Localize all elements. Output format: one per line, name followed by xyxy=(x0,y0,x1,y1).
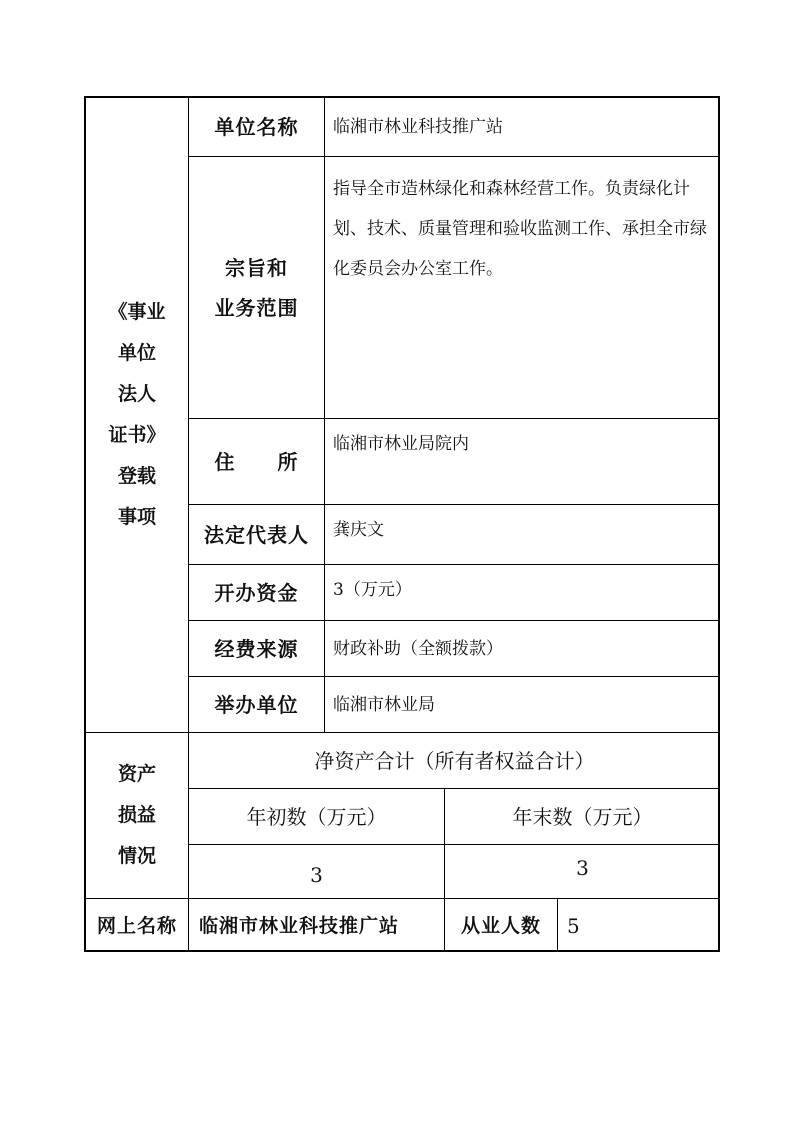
start-value: 3 xyxy=(310,862,323,887)
label-funding: 经费来源 xyxy=(214,636,299,661)
label-purpose xyxy=(189,157,324,418)
registration-table xyxy=(84,96,720,952)
section-title-certificate xyxy=(86,98,188,732)
title-line: 事项 xyxy=(117,506,156,528)
title-line: 资产 xyxy=(117,763,156,785)
value-address: 临湘市林业局院内 xyxy=(333,434,469,454)
label-sponsor: 举办单位 xyxy=(214,692,299,717)
title-line: 《事业 xyxy=(108,301,166,323)
value-sponsor: 临湘市林业局 xyxy=(333,694,435,715)
label-purpose-line1: 宗旨和 xyxy=(225,255,288,280)
title-line: 证书》 xyxy=(108,424,166,446)
value-unit-name: 临湘市林业科技推广站 xyxy=(333,117,503,137)
value-purpose: 指导全市造林绿化和森林经营工作。负责绿化计划、技术、质量管理和验收监测工作、承担全市绿化委员会办公室工作。 xyxy=(333,179,707,279)
value-capital: 3（万元） xyxy=(333,580,412,600)
end-label: 年末数（万元） xyxy=(512,804,653,829)
title-line: 法人 xyxy=(117,383,156,405)
label-capital: 开办资金 xyxy=(214,580,299,605)
label-unit-name: 单位名称 xyxy=(214,115,299,139)
title-line: 登载 xyxy=(117,465,156,487)
value-online-name: 临湘市林业科技推广站 xyxy=(199,914,400,937)
end-value: 3 xyxy=(576,855,589,880)
value-staff: 5 xyxy=(567,913,580,938)
start-label: 年初数（万元） xyxy=(246,804,387,829)
label-staff: 从业人数 xyxy=(460,914,541,937)
title-line: 损益 xyxy=(117,804,156,826)
value-legal-rep: 龚庆文 xyxy=(333,520,384,540)
label-address: 住 所 xyxy=(214,449,299,474)
label-legal-rep: 法定代表人 xyxy=(204,522,309,547)
net-assets-header: 净资产合计（所有者权益合计） xyxy=(314,748,595,773)
title-line: 单位 xyxy=(117,342,156,364)
label-purpose-line2: 业务范围 xyxy=(214,295,299,320)
label-online-name: 网上名称 xyxy=(96,914,177,937)
title-line: 情况 xyxy=(117,845,156,867)
value-funding: 财政补助（全额拨款） xyxy=(333,638,503,659)
section-title-assets xyxy=(86,733,188,898)
